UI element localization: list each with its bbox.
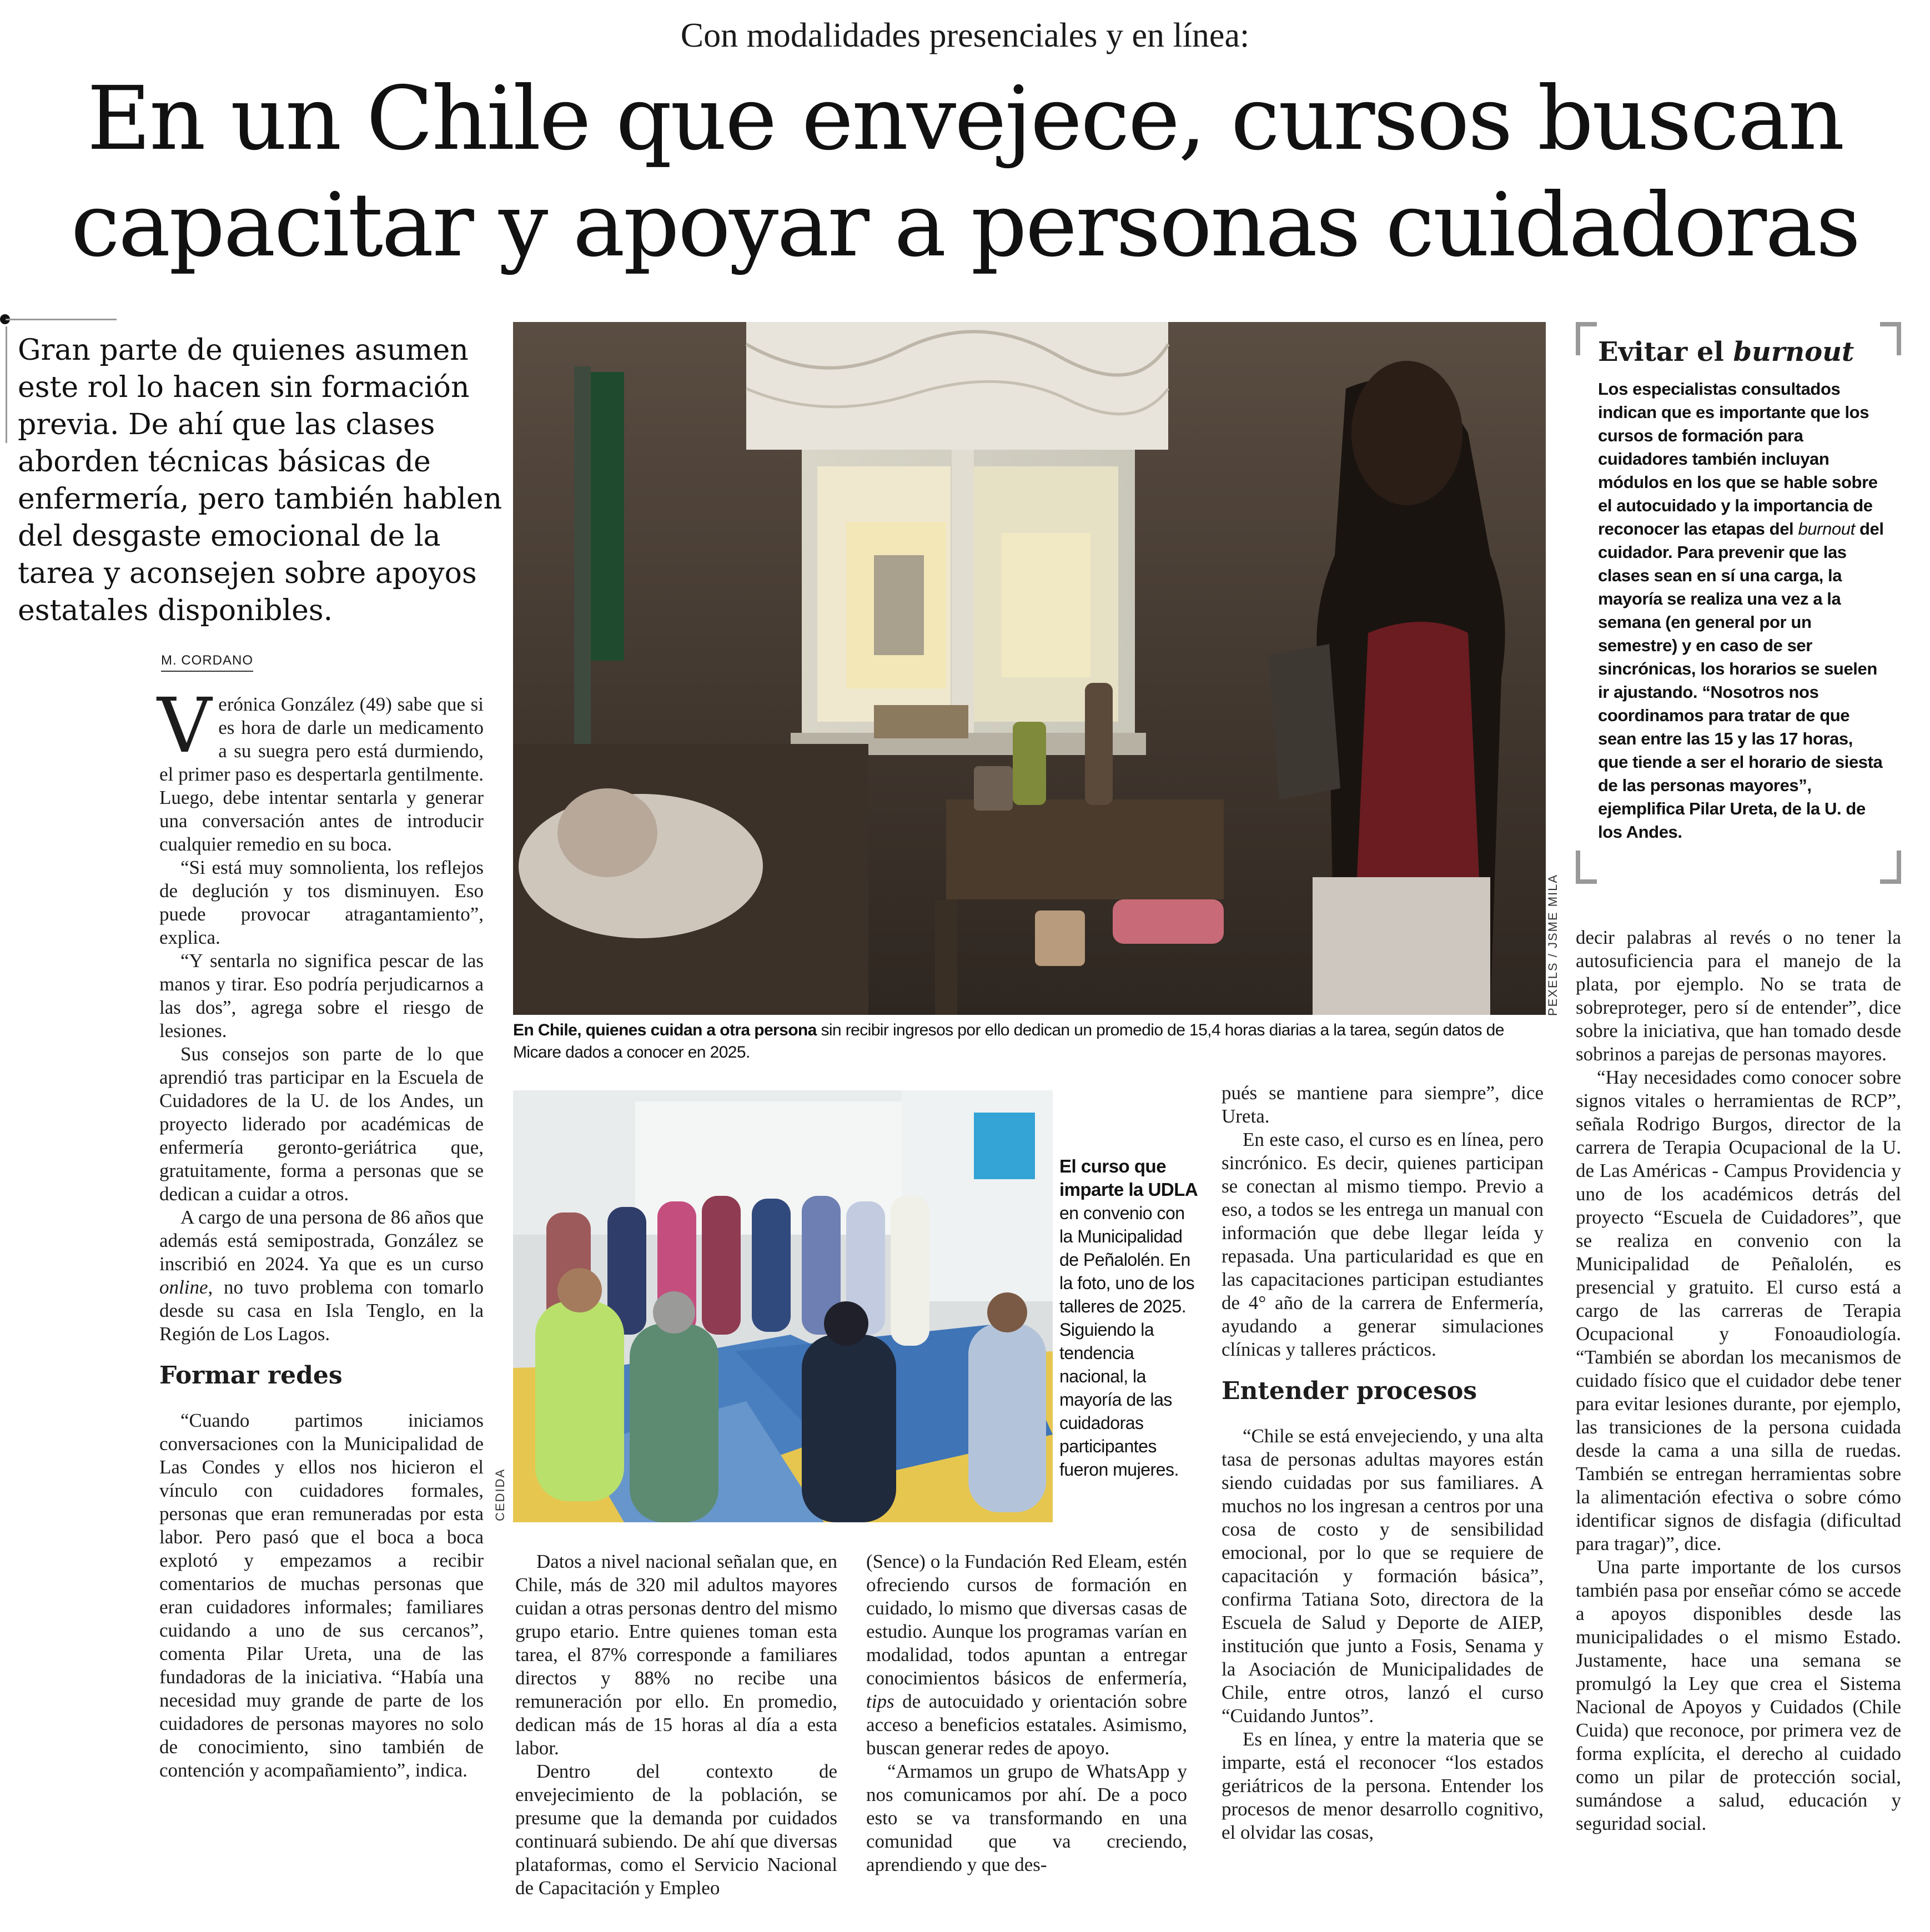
- deck-vertical-rule: [6, 326, 7, 443]
- article-paragraph: A cargo de una persona de 86 años que además está semipostrada, González se inscribió en 2024. Ya que es un curso online, no tuvo problema con tomarlo desde su casa en Isla Tenglo, en la Región de Los Lagos.: [159, 1206, 484, 1345]
- subhead-formar-redes: Formar redes: [159, 1361, 343, 1390]
- headline: [67, 66, 1863, 279]
- photo-credit-2: CEDIDA: [493, 1468, 507, 1521]
- photo-workshop: [513, 1090, 1053, 1522]
- subhead-entender-procesos: Entender procesos: [1222, 1377, 1477, 1405]
- caption-lead: En Chile, quienes cuidan a otra persona: [513, 1021, 817, 1039]
- article-paragraph: pués se mantiene para siempre”, dice Ureta.: [1222, 1082, 1544, 1127]
- headline-line-2: capacitar y apoyar a personas cuidadoras: [71, 174, 1859, 276]
- article-paragraph: “Si está muy somnolienta, los reflejos de deglución y tos disminuyen. Eso puede provocar atragantamiento”, explica.: [159, 857, 484, 948]
- kicker: Con modalidades presenciales y en línea:: [680, 17, 1250, 54]
- article-paragraph: Datos a nivel nacional señalan que, en Chile, más de 320 mil adultos mayores cuidan a otras personas dentro del mismo grupo etario. Entre quienes toman esta tarea, el 87% corresponde a familiares directos y 88% no recibe una remuneración por ello. En promedio, dedican más de 15 horas al día a esta labor.: [515, 1551, 837, 1759]
- article-paragraph: Dentro del contexto de envejecimiento de la población, se presume que la demanda por cuidados continuará subiendo. De ahí que diversas plataformas, como el Servicio Nacional de Capacitación y Empleo: [515, 1760, 837, 1899]
- article-column-2: [515, 1550, 837, 1900]
- article-paragraph: Es en línea, y entre la materia que se imparte, está el reconocer “los estados geriátricos de la persona. Entender los procesos de menor desarrollo cognitivo, el olvidar las cosas,: [1222, 1728, 1544, 1843]
- caption-2-lead: El curso que imparte la UDLA: [1059, 1156, 1198, 1200]
- sidebar-bracket-bl-v: [1576, 851, 1580, 884]
- caption-text: sin recibir ingresos por ello dedican un promedio de 15,4 horas diarias a la tarea, según datos de Micare dados a conocer en 2025.: [513, 1021, 1504, 1061]
- article-paragraph: (Sence) o la Fundación Red Eleam, estén ofreciendo cursos de formación en cuidado, lo mismo que diversas casas de estudio. Aunque los programas varían en modalidad, todos apuntan a entregar conocimientos básicos de enfermería, tips de autocuidado y orientación sobre acceso a beneficios estatales. Asimismo, buscan generar redes de apoyo.: [866, 1551, 1187, 1759]
- photo-caregiver-bedroom: [513, 322, 1546, 1015]
- caption-2-text: en convenio con la Municipalidad de Peñalolén. En la foto, uno de los talleres de 2025. Siguiendo la tendencia nacional, la mayoría de las cuidadoras participantes fueron mujeres.: [1059, 1203, 1195, 1480]
- deck-rule: [6, 319, 117, 320]
- sidebar-title: Evitar el burnout: [1598, 336, 1854, 368]
- article-paragraph: “Cuando partimos iniciamos conversaciones con la Municipalidad de Las Condes y ellos nos hicieron el vínculo con cuidadores formales, personas que eran remuneradas por esta labor. Pero pasó que el boca a boca explotó y empezamos a recibir comentarios de muchas personas que eran cuidadores informales; familiares cuidando a uno de sus cercanos”, comenta Pilar Ureta, una de las fundadoras de la iniciativa. “Había una necesidad muy grande de parte de los cuidadores de personas mayores no solo de conocimiento, sino también de contención y acompañamiento”, indica.: [159, 1410, 484, 1781]
- article-paragraph: “Armamos un grupo de WhatsApp y nos comunicamos por ahí. De a poco esto se va transformando en una comunidad que va creciendo, aprendiendo y que des-: [866, 1760, 1187, 1875]
- article-paragraph: En este caso, el curso es en línea, pero sincrónico. Es decir, quienes participan se conectan al mismo tiempo. Previo a eso, a todos se les entrega un manual con información que debe llegar leída y repasada. Una particularidad es que en las capacitaciones participan estudiantes de 4° año de la carrera de Enfermería, ayudando a generar simulaciones clínicas y talleres prácticos.: [1222, 1129, 1544, 1360]
- article-column-3: [866, 1550, 1187, 1876]
- byline: M. CORDANO: [161, 653, 253, 672]
- article-paragraph: “Chile se está envejeciendo, y una alta tasa de personas adultas mayores están siendo cuidadas por sus familiares. A muchos no los ingresan a centros por una cosa de costo y de sensibilidad emocional, por lo que se requiere de capacitación y formación básica”, confirma Tatiana Soto, directora de la Escuela de Salud y Deporte de AIEP, institución que junto a Fosis, Senama y la Asociación de Municipalidades de Chile, entre otros, lanzó el curso “Cuidando Juntos”.: [1222, 1425, 1544, 1727]
- article-column-4: [1222, 1081, 1544, 1844]
- sidebar-bracket-tl-v: [1576, 322, 1580, 355]
- article-paragraph: “Hay necesidades como conocer sobre signos vitales o herramientas de RCP”, señala Rodrigo Burgos, director de la carrera de Terapia Ocupacional de la U. de Las Américas - Campus Providencia y uno de los académicos detrás del proyecto “Escuela de Cuidadores”, que se realiza en convenio con la Municipalidad de Peñalolén, es presencial y gratuito. El curso está a cargo de las carreras de Terapia Ocupacional y Fonoaudiología. “También se abordan los mecanismos de cuidado físico que el cuidador debe tener para evitar lesiones durante, por ejemplo, las transiciones de la persona cuidada desde la cama a una silla de ruedas. También se entregan herramientas sobre la alimentación efectiva o sobre cómo identificar signos de disfagia (dificultad para tragar)”, dice.: [1576, 1066, 1901, 1554]
- article-paragraph: Sus consejos son parte de lo que aprendió tras participar en la Escuela de Cuidadores de la U. de los Andes, un proyecto liderado por académicas de enfermería geronto-geriátrica que, gratuitamente, forma a personas que se dedican a cuidar a otros.: [159, 1043, 484, 1205]
- sidebar-box: [1576, 322, 1901, 884]
- deck: Gran parte de quienes asumen este rol lo hacen sin formación previa. De ahí que las clases aborden técnicas básicas de enfermería, pero también hablen del desgaste emocional de la tarea y aconsejen sobre apoyos estatales disponibles.: [18, 334, 502, 627]
- photo-credit: PEXELS / JSME MILA: [1546, 873, 1560, 1016]
- photo-caption-2: [1059, 1155, 1198, 1481]
- article-paragraph: decir palabras al revés o no tener la autosuficiencia para el manejo de la plata, por ejemplo. No se trata de sobreproteger, pero sí de entender”, dice sobre la iniciativa, que han tomado desde sobrinos a parejas de personas mayores.: [1576, 927, 1901, 1065]
- article-paragraph: Una parte importante de los cursos también pasa por enseñar cómo se accede a apoyos disponibles desde las municipalidades o el mismo Estado. Justamente, hace una semana se promulgó la Ley que crea el Sistema Nacional de Apoyos y Cuidados (Chile Cuida) que reconoce, por primera vez de forma explícita, el derecho al cuidado como un pilar de protección social, sumándose a salud, educación y seguridad social.: [1576, 1556, 1901, 1834]
- headline-line-1: En un Chile que envejece, cursos buscan: [87, 68, 1843, 170]
- sidebar-bracket-br-v: [1897, 851, 1901, 884]
- photo-workshop-image: [513, 1090, 1053, 1522]
- photo-caption: [513, 1019, 1546, 1064]
- article-column-5: [1576, 926, 1901, 1835]
- article-paragraph: Verónica González (49) sabe que si es hora de darle un medicamento a su suegra pero está durmiendo, el primer paso es despertarla gentilmente. Luego, debe intentar sentarla y generar una conversación antes de introducir cualquier remedio en su boca.: [157, 682, 484, 855]
- drop-cap: V: [157, 682, 212, 770]
- sidebar-bracket-tr-v: [1897, 322, 1901, 355]
- article-column-1: [157, 682, 484, 1782]
- article-paragraph: “Y sentarla no significa pescar de las manos y tirar. Eso podría perjudicarnos a las dos”, agrega sobre el riesgo de lesiones.: [159, 950, 484, 1042]
- sidebar-body: Los especialistas consultados indican que es importante que los cursos de formación para cuidadores también incluyan módulos en los que se hable sobre el autocuidado y la importancia de reconocer las etapas del burnout del cuidador. Para prevenir que las clases sean en sí una carga, la mayoría se realiza una vez a la semana (en general por un semestre) y en caso de ser sincrónicas, los horarios se suelen ir ajustando. “Nosotros nos coordinamos para tratar de que sean entre las 15 y las 17 horas, que tiende a ser el horario de siesta de las personas mayores”, ejemplifica Pilar Ureta, de la U. de los Andes.: [1598, 379, 1884, 842]
- photo-caregiver-bedroom-image: [513, 322, 1546, 1015]
